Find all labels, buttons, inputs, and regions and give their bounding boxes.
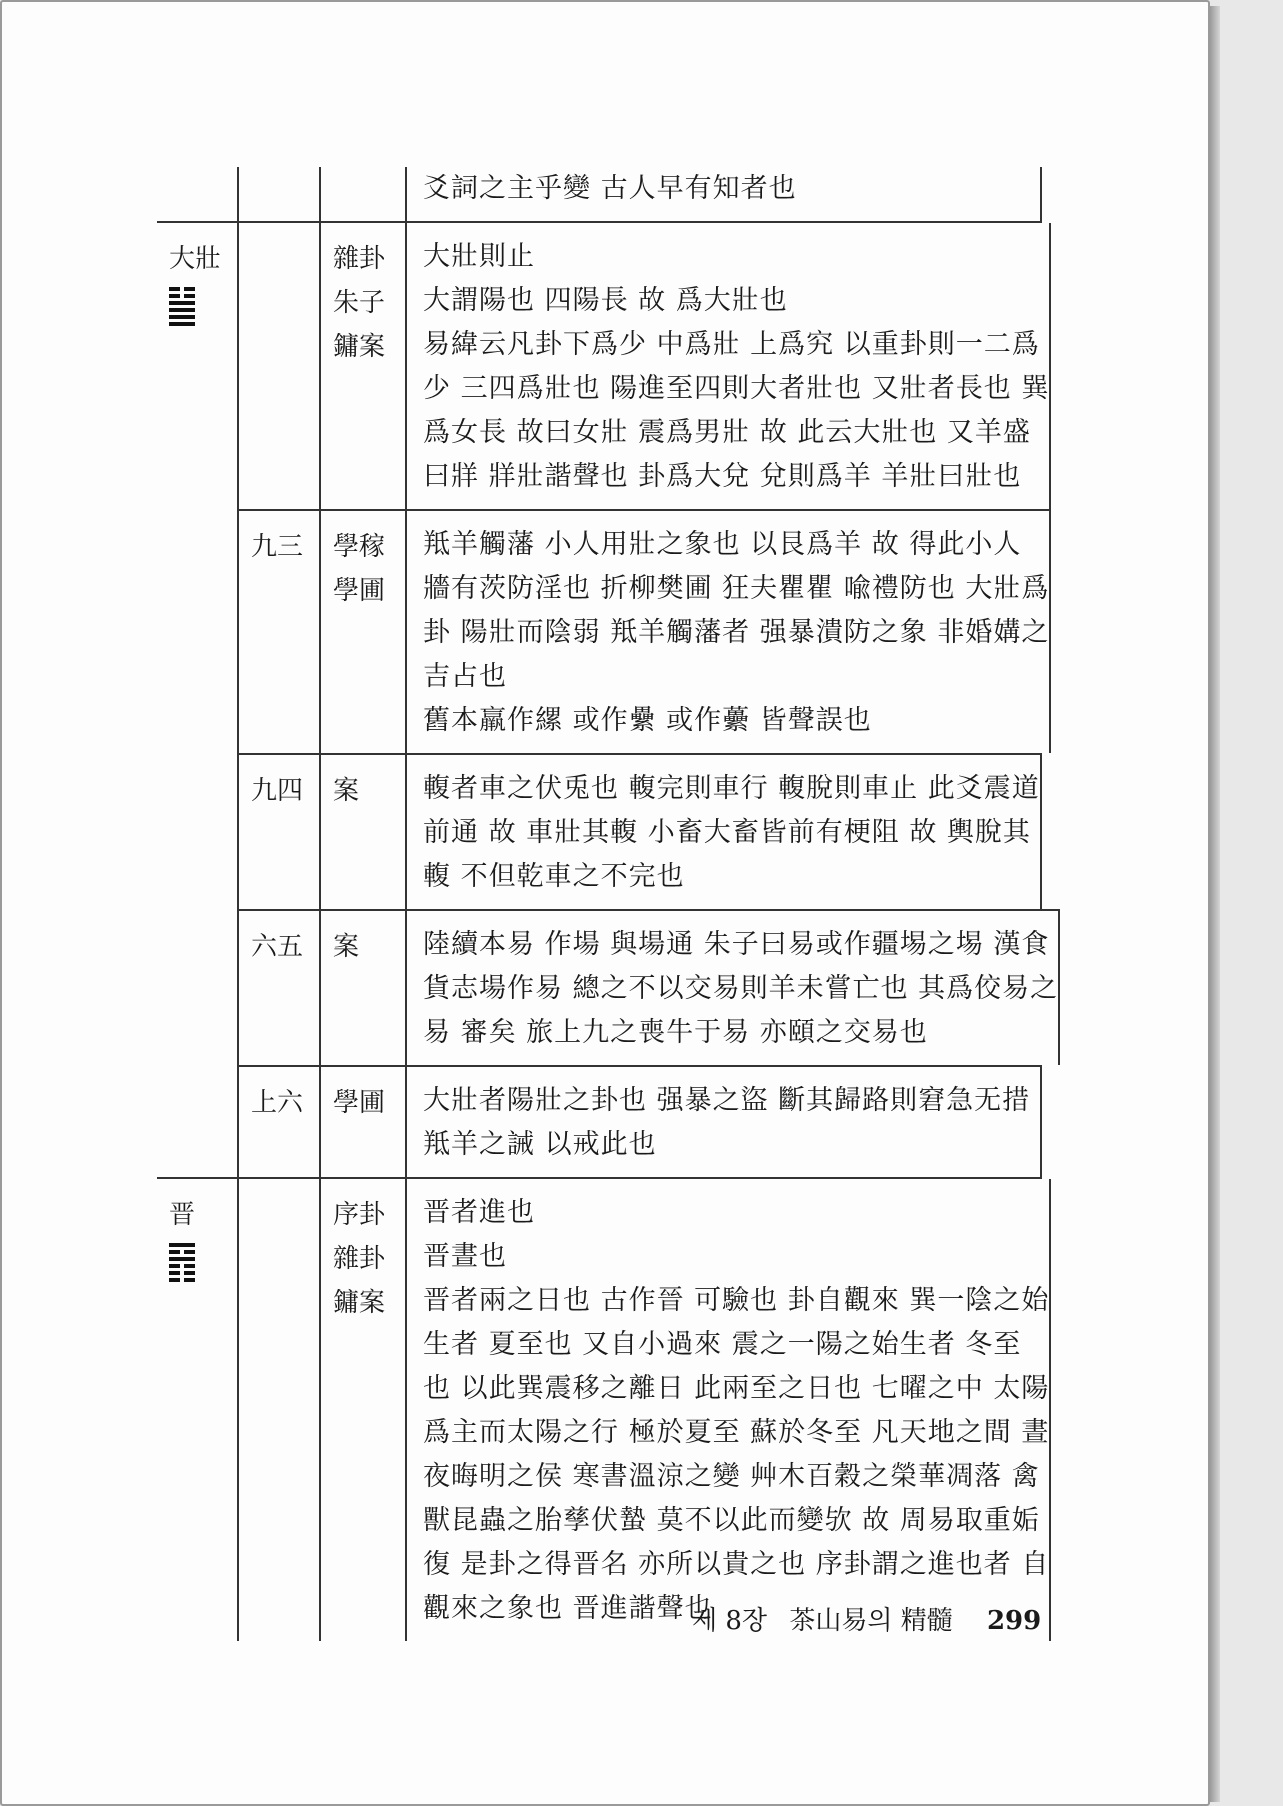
line-position-cell bbox=[239, 223, 321, 509]
source-label: 案 bbox=[333, 776, 360, 806]
source-label: 鏞案 bbox=[333, 1288, 386, 1318]
commentary-line: 晋者進也 bbox=[423, 1197, 535, 1228]
commentary-line: 爲女長 故曰女壯 震爲男壯 故 此云大壯也 又羊盛 bbox=[423, 417, 1031, 448]
line-position: 六五 bbox=[251, 932, 304, 962]
hexagram-cell bbox=[157, 909, 239, 1065]
table-row bbox=[157, 1065, 1042, 1177]
line-position: 上六 bbox=[251, 1088, 304, 1118]
source-label: 序卦 bbox=[333, 1200, 386, 1230]
commentary-cell bbox=[407, 509, 1051, 753]
commentary-line: 羝羊觸藩 小人用壯之象也 以艮爲羊 故 得此小人 bbox=[423, 529, 1022, 560]
hexagram-name: 大壯 bbox=[169, 244, 222, 274]
line-position-cell bbox=[239, 1065, 321, 1177]
hexagram-cell bbox=[157, 223, 239, 509]
commentary-line: 觀來之象也 晋進諧聲也 bbox=[423, 1593, 713, 1624]
yin-line bbox=[169, 287, 195, 291]
source-label: 學圃 bbox=[333, 576, 386, 606]
commentary-line: 貨志場作易 總之不以交易則羊未嘗亡也 其爲佼易之 bbox=[423, 973, 1059, 1004]
commentary-line: 易 審矣 旅上九之喪牛于易 亦頤之交易也 bbox=[423, 1017, 928, 1048]
line-position: 九三 bbox=[251, 532, 304, 562]
yin-line bbox=[169, 294, 195, 298]
commentary-line: 易緯云凡卦下爲少 中爲壯 上爲究 以重卦則一二爲 bbox=[423, 329, 1040, 360]
source-cell bbox=[321, 753, 407, 909]
hexagram-cell bbox=[157, 1065, 239, 1177]
commentary-line: 舊本羸作縲 或作纍 或作虆 皆聲誤也 bbox=[423, 705, 872, 736]
hexagram-cell bbox=[157, 753, 239, 909]
table-row bbox=[157, 509, 1050, 753]
commentary-line: 晋者兩之日也 古作晉 可驗也 卦自觀來 巽一陰之始 bbox=[423, 1285, 1050, 1316]
source-cell bbox=[321, 1179, 407, 1641]
yin-line bbox=[169, 1271, 195, 1275]
commentary-line: 晋晝也 bbox=[423, 1241, 507, 1272]
commentary-table bbox=[157, 167, 1059, 1641]
yang-line bbox=[169, 1257, 195, 1261]
yin-line bbox=[169, 1264, 195, 1268]
commentary-line: 復 是卦之得晋名 亦所以貴之也 序卦謂之進也者 自 bbox=[423, 1549, 1050, 1580]
commentary-line: 輹 不但乾車之不完也 bbox=[423, 861, 685, 892]
commentary-line: 前通 故 車壯其輹 小畜大畜皆前有梗阻 故 輿脫其 bbox=[423, 817, 1031, 848]
source-label: 學圃 bbox=[333, 1088, 386, 1118]
table-row bbox=[157, 221, 1050, 509]
commentary-line: 夜晦明之侯 寒書溫涼之變 艸木百穀之榮華凋落 禽 bbox=[423, 1461, 1040, 1492]
line-position-cell bbox=[239, 1179, 321, 1641]
footer-chapter: 제 8장 bbox=[692, 1606, 768, 1636]
table-row bbox=[157, 167, 1042, 221]
hexagram-name: 晋 bbox=[169, 1200, 196, 1230]
hexagram-symbol-icon bbox=[169, 287, 195, 326]
source-cell bbox=[321, 509, 407, 753]
commentary-line: 曰牂 牂壯諧聲也 卦爲大兌 兌則爲羊 羊壯曰壯也 bbox=[423, 461, 1022, 492]
yang-line bbox=[169, 308, 195, 312]
yang-line bbox=[169, 301, 195, 305]
source-label: 學稼 bbox=[333, 532, 386, 562]
commentary-line: 獸昆蟲之胎孳伏蟄 莫不以此而變欤 故 周易取重姤 bbox=[423, 1505, 1040, 1536]
source-label: 朱子 bbox=[333, 288, 386, 318]
source-cell bbox=[321, 223, 407, 509]
hexagram-symbol-icon bbox=[169, 1243, 195, 1282]
commentary-line: 羝羊之誡 以戒此也 bbox=[423, 1129, 657, 1160]
line-position-cell bbox=[239, 509, 321, 753]
page-footer bbox=[692, 1600, 1041, 1637]
hexagram-cell bbox=[157, 167, 239, 221]
commentary-cell bbox=[407, 753, 1042, 909]
hexagram-cell bbox=[157, 1179, 239, 1641]
page-number: 299 bbox=[986, 1606, 1042, 1636]
commentary-line: 少 三四爲壯也 陽進至四則大者壯也 又壯者長也 巽 bbox=[423, 373, 1050, 404]
source-cell bbox=[321, 167, 407, 221]
hexagram-cell bbox=[157, 509, 239, 753]
source-label: 案 bbox=[333, 932, 360, 962]
yin-line bbox=[169, 1250, 195, 1254]
line-position: 九四 bbox=[251, 776, 304, 806]
commentary-line: 大壯者陽壯之卦也 强暴之盜 斷其歸路則窘急无措 bbox=[423, 1085, 1031, 1116]
source-label: 鏞案 bbox=[333, 332, 386, 362]
line-position-cell bbox=[239, 167, 321, 221]
yin-line bbox=[169, 1278, 195, 1282]
footer-title: 茶山易의 精髓 bbox=[789, 1606, 953, 1636]
source-label: 雜卦 bbox=[333, 1244, 386, 1274]
table-row bbox=[157, 753, 1042, 909]
commentary-line: 大壯則止 bbox=[423, 241, 535, 272]
page-edge-shadow bbox=[1210, 6, 1220, 1802]
source-cell bbox=[321, 909, 407, 1065]
commentary-cell bbox=[407, 167, 1042, 221]
line-position-cell bbox=[239, 909, 321, 1065]
yang-line bbox=[169, 1243, 195, 1247]
commentary-line: 也 以此巽震移之離日 此兩至之日也 七曜之中 太陽 bbox=[423, 1373, 1050, 1404]
commentary-line: 生者 夏至也 又自小過來 震之一陽之始生者 冬至 bbox=[423, 1329, 1022, 1360]
commentary-line: 輹者車之伏兎也 輹完則車行 輹脫則車止 此爻震道 bbox=[423, 773, 1040, 804]
commentary-cell bbox=[407, 1179, 1051, 1641]
commentary-line: 吉占也 bbox=[423, 661, 507, 692]
commentary-line: 陸續本易 作場 與場通 朱子曰易或作疆埸之埸 漢食 bbox=[423, 929, 1050, 960]
yang-line bbox=[169, 322, 195, 326]
commentary-line: 爻詞之主乎變 古人早有知者也 bbox=[423, 173, 797, 204]
commentary-line: 卦 陽壯而陰弱 羝羊觸藩者 强暴潰防之象 非婚媾之 bbox=[423, 617, 1050, 648]
commentary-line: 爲主而太陽之行 極於夏至 蘇於冬至 凡天地之間 晝 bbox=[423, 1417, 1050, 1448]
source-label: 雜卦 bbox=[333, 244, 386, 274]
table-row bbox=[157, 1177, 1050, 1641]
yang-line bbox=[169, 315, 195, 319]
commentary-line: 大謂陽也 四陽長 故 爲大壯也 bbox=[423, 285, 788, 316]
commentary-cell bbox=[407, 909, 1060, 1065]
commentary-cell bbox=[407, 223, 1051, 509]
table-row bbox=[157, 909, 1059, 1065]
commentary-cell bbox=[407, 1065, 1042, 1177]
commentary-line: 牆有茨防淫也 折柳樊圃 狂夫瞿瞿 喩禮防也 大壯爲 bbox=[423, 573, 1050, 604]
line-position-cell bbox=[239, 753, 321, 909]
source-cell bbox=[321, 1065, 407, 1177]
